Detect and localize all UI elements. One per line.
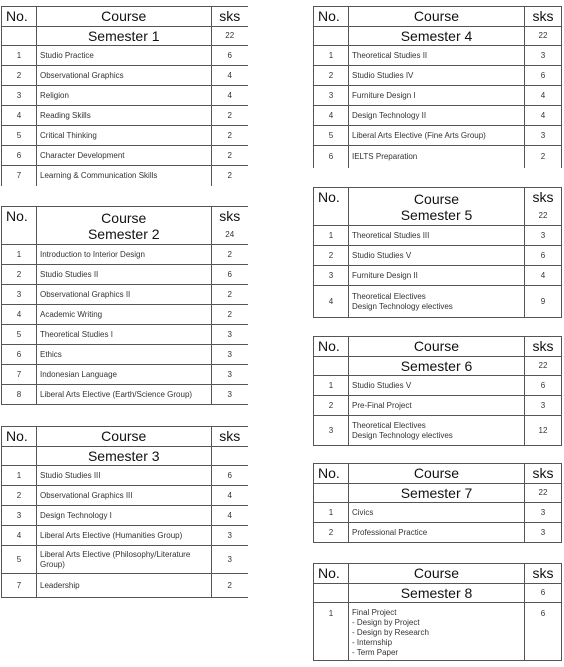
course-name: Final Project - Design by Project - Design by Research - Internship - Term Paper — [349, 603, 525, 661]
course-sks: 4 — [211, 506, 248, 526]
course-sks: 4 — [211, 66, 248, 86]
course-sks: 2 — [211, 146, 248, 166]
table-row — [2, 486, 249, 506]
table-row — [2, 146, 249, 166]
course-number: 2 — [314, 396, 349, 416]
table-row — [2, 385, 249, 405]
course-header: Course — [349, 564, 525, 584]
semester-total — [211, 447, 248, 466]
course-number: 1 — [314, 46, 349, 66]
course-name: Studio Studies II — [37, 265, 212, 285]
no-header: No. — [314, 337, 349, 357]
course-number: 7 — [2, 365, 37, 385]
table-row — [2, 466, 249, 486]
table-row — [314, 86, 562, 106]
table-row — [314, 246, 562, 266]
no-header: No. — [314, 564, 349, 584]
course-name: Design Technology I — [37, 506, 212, 526]
course-number: 3 — [2, 506, 37, 526]
course-sks: 3 — [211, 365, 248, 385]
semester-1-table — [1, 6, 248, 186]
header-row — [2, 427, 249, 447]
course-number: 1 — [2, 245, 37, 265]
sks-header: sks — [525, 564, 562, 584]
table-row — [2, 245, 249, 265]
semester-total: 22 — [211, 27, 248, 46]
course-number: 1 — [2, 466, 37, 486]
course-name: Introduction to Interior Design — [37, 245, 212, 265]
course-sks: 3 — [525, 226, 562, 246]
course-number: 5 — [314, 126, 349, 146]
course-sks: 3 — [525, 396, 562, 416]
table-row — [2, 285, 249, 305]
course-sks: 4 — [525, 106, 562, 126]
semester-title-row — [314, 27, 562, 46]
course-name: Studio Studies IV — [349, 66, 525, 86]
course-sks: 6 — [211, 466, 248, 486]
header-row — [314, 564, 562, 584]
semester-5-table — [313, 187, 562, 318]
course-name: Leadership — [37, 574, 212, 598]
course-number: 2 — [314, 66, 349, 86]
course-name: Reading Skills — [37, 106, 212, 126]
course-name: Theoretical Studies I — [37, 325, 212, 345]
course-number: 6 — [2, 146, 37, 166]
table-row — [314, 146, 562, 168]
semester-title-row — [314, 357, 562, 376]
course-sks: 6 — [525, 246, 562, 266]
course-number: 2 — [2, 486, 37, 506]
course-sks: 4 — [525, 86, 562, 106]
course-sks: 6 — [525, 66, 562, 86]
course-name: Liberal Arts Elective (Humanities Group) — [37, 526, 212, 546]
table-row — [2, 365, 249, 385]
semester-total: 22 — [525, 207, 562, 226]
table-row — [314, 396, 562, 416]
header-row — [2, 207, 249, 227]
course-sks: 2 — [211, 285, 248, 305]
course-name: Liberal Arts Elective (Philosophy/Literature Group) — [37, 546, 212, 574]
table-row — [314, 503, 562, 523]
course-sks: 2 — [211, 166, 248, 186]
course-sks: 3 — [211, 325, 248, 345]
course-name: Learning & Communication Skills — [37, 166, 212, 186]
course-number: 8 — [2, 385, 37, 405]
course-number: 5 — [2, 546, 37, 574]
semester-6-table — [313, 336, 562, 446]
course-sks: 2 — [211, 126, 248, 146]
semester-title: Semester 1 — [37, 27, 212, 46]
table-row — [2, 574, 249, 598]
course-name: Ethics — [37, 345, 212, 365]
course-name: Theoretical Electives Design Technology electives — [349, 416, 525, 446]
course-number: 7 — [2, 166, 37, 186]
course-sks: 12 — [525, 416, 562, 446]
course-sks: 3 — [525, 503, 562, 523]
semester-3-table — [1, 426, 248, 598]
table-row — [2, 106, 249, 126]
semester-title: Semester 5 — [400, 206, 473, 223]
table-row — [2, 126, 249, 146]
course-sks: 6 — [211, 46, 248, 66]
course-name: Observational Graphics — [37, 66, 212, 86]
course-sks: 2 — [211, 106, 248, 126]
table-row — [2, 305, 249, 325]
table-row — [314, 266, 562, 286]
no-header: No. — [2, 7, 37, 27]
table-row — [314, 523, 562, 543]
course-name: Liberal Arts Elective (Earth/Science Group) — [37, 385, 212, 405]
semester-total: 6 — [525, 584, 562, 603]
course-number: 2 — [314, 523, 349, 543]
sks-header: sks — [211, 427, 248, 447]
course-name: Design Technology II — [349, 106, 525, 126]
table-row — [2, 506, 249, 526]
course-name: Studio Practice — [37, 46, 212, 66]
course-name: Studio Studies III — [37, 466, 212, 486]
course-name: Furniture Design I — [349, 86, 525, 106]
semester-title: Semester 4 — [349, 27, 525, 46]
course-header: Course — [349, 337, 525, 357]
course-number: 3 — [2, 86, 37, 106]
course-header: Course — [349, 7, 525, 27]
sks-header: sks — [211, 207, 248, 227]
table-row — [314, 603, 562, 661]
table-row — [2, 265, 249, 285]
course-name: Pre-Final Project — [349, 396, 525, 416]
course-number: 5 — [2, 126, 37, 146]
course-number: 7 — [2, 574, 37, 598]
course-name: Studio Studies V — [349, 376, 525, 396]
semester-8-table — [313, 563, 562, 661]
header-row — [314, 464, 562, 484]
course-name: Theoretical Studies III — [349, 226, 525, 246]
course-sks: 4 — [211, 486, 248, 506]
table-row — [314, 286, 562, 318]
course-number: 4 — [314, 286, 349, 318]
course-number: 4 — [314, 106, 349, 126]
sks-header: sks — [525, 337, 562, 357]
course-number: 4 — [2, 106, 37, 126]
course-number: 2 — [2, 265, 37, 285]
table-row — [314, 126, 562, 146]
header-row — [2, 7, 249, 27]
course-number: 5 — [2, 325, 37, 345]
no-header: No. — [314, 464, 349, 484]
course-sks: 3 — [211, 546, 248, 574]
course-name: Liberal Arts Elective (Fine Arts Group) — [349, 126, 525, 146]
course-number: 2 — [2, 66, 37, 86]
table-row — [2, 86, 249, 106]
header-row — [314, 188, 562, 208]
table-row — [2, 46, 249, 66]
semester-4-table — [313, 6, 562, 168]
course-number: 3 — [314, 416, 349, 446]
table-row — [314, 46, 562, 66]
semester-total: 22 — [525, 27, 562, 46]
course-header: Course — [101, 209, 147, 226]
header-row — [314, 337, 562, 357]
table-row — [314, 226, 562, 246]
course-sks: 6 — [211, 265, 248, 285]
course-name: Observational Graphics III — [37, 486, 212, 506]
semester-title: Semester 6 — [349, 357, 525, 376]
course-name: Theoretical Electives Design Technology electives — [349, 286, 525, 318]
course-sks: 3 — [211, 526, 248, 546]
semester-2-table — [1, 206, 248, 405]
semester-title: Semester 7 — [349, 484, 525, 503]
course-sks: 3 — [211, 385, 248, 405]
course-name: Professional Practice — [349, 523, 525, 543]
course-number: 1 — [314, 376, 349, 396]
course-name: Observational Graphics II — [37, 285, 212, 305]
semester-title: Semester 3 — [37, 447, 212, 466]
course-number: 1 — [314, 603, 349, 661]
course-name: IELTS Preparation — [349, 146, 525, 168]
table-row — [2, 526, 249, 546]
table-row — [2, 546, 249, 574]
course-number: 3 — [314, 266, 349, 286]
course-name: Civics — [349, 503, 525, 523]
course-name: Character Development — [37, 146, 212, 166]
course-sks: 3 — [525, 523, 562, 543]
no-header: No. — [314, 188, 349, 208]
course-number: 1 — [314, 226, 349, 246]
course-name: Theoretical Studies II — [349, 46, 525, 66]
sks-header: sks — [525, 464, 562, 484]
course-sks: 2 — [211, 245, 248, 265]
semester-title-row — [314, 584, 562, 603]
table-row — [314, 416, 562, 446]
course-name: Furniture Design II — [349, 266, 525, 286]
no-header: No. — [2, 207, 37, 227]
course-sks: 3 — [525, 46, 562, 66]
sks-header: sks — [211, 7, 248, 27]
semester-total: 22 — [525, 357, 562, 376]
table-row — [2, 345, 249, 365]
course-header: Course — [413, 190, 460, 207]
course-header: Course — [37, 427, 212, 447]
semester-7-table — [313, 463, 562, 543]
course-number: 6 — [314, 146, 349, 168]
course-name: Indonesian Language — [37, 365, 212, 385]
table-row — [314, 106, 562, 126]
course-sks: 2 — [211, 574, 248, 598]
semester-total: 22 — [525, 484, 562, 503]
sks-header: sks — [525, 188, 562, 208]
table-row — [2, 166, 249, 186]
semester-title-row — [2, 447, 249, 466]
course-header: Course — [349, 464, 525, 484]
course-sks: 9 — [525, 286, 562, 318]
course-number: 4 — [2, 526, 37, 546]
course-sks: 6 — [525, 376, 562, 396]
semester-title: Semester 2 — [87, 225, 160, 242]
header-row — [314, 7, 562, 27]
course-sks: 3 — [211, 345, 248, 365]
course-name: Religion — [37, 86, 212, 106]
course-sks: 4 — [211, 86, 248, 106]
course-sks: 2 — [211, 305, 248, 325]
course-sks: 2 — [525, 146, 562, 168]
course-number: 3 — [314, 86, 349, 106]
course-semester-cell — [37, 207, 212, 245]
course-sks: 6 — [525, 603, 562, 661]
table-row — [2, 66, 249, 86]
course-header: Course — [37, 7, 212, 27]
course-name: Academic Writing — [37, 305, 212, 325]
semester-title: Semester 8 — [349, 584, 525, 603]
no-header: No. — [314, 7, 349, 27]
course-number: 3 — [2, 285, 37, 305]
no-header: No. — [2, 427, 37, 447]
semester-title-row — [2, 27, 249, 46]
semester-total: 24 — [211, 226, 248, 245]
table-row — [2, 325, 249, 345]
course-number: 2 — [314, 246, 349, 266]
course-name: Studio Studies V — [349, 246, 525, 266]
table-row — [314, 66, 562, 86]
course-number: 1 — [314, 503, 349, 523]
course-semester-cell — [349, 188, 525, 226]
course-number: 4 — [2, 305, 37, 325]
course-number: 1 — [2, 46, 37, 66]
course-sks: 4 — [525, 266, 562, 286]
semester-title-row — [314, 484, 562, 503]
course-sks: 3 — [525, 126, 562, 146]
sks-header: sks — [525, 7, 562, 27]
table-row — [314, 376, 562, 396]
course-number: 6 — [2, 345, 37, 365]
course-name: Critical Thinking — [37, 126, 212, 146]
